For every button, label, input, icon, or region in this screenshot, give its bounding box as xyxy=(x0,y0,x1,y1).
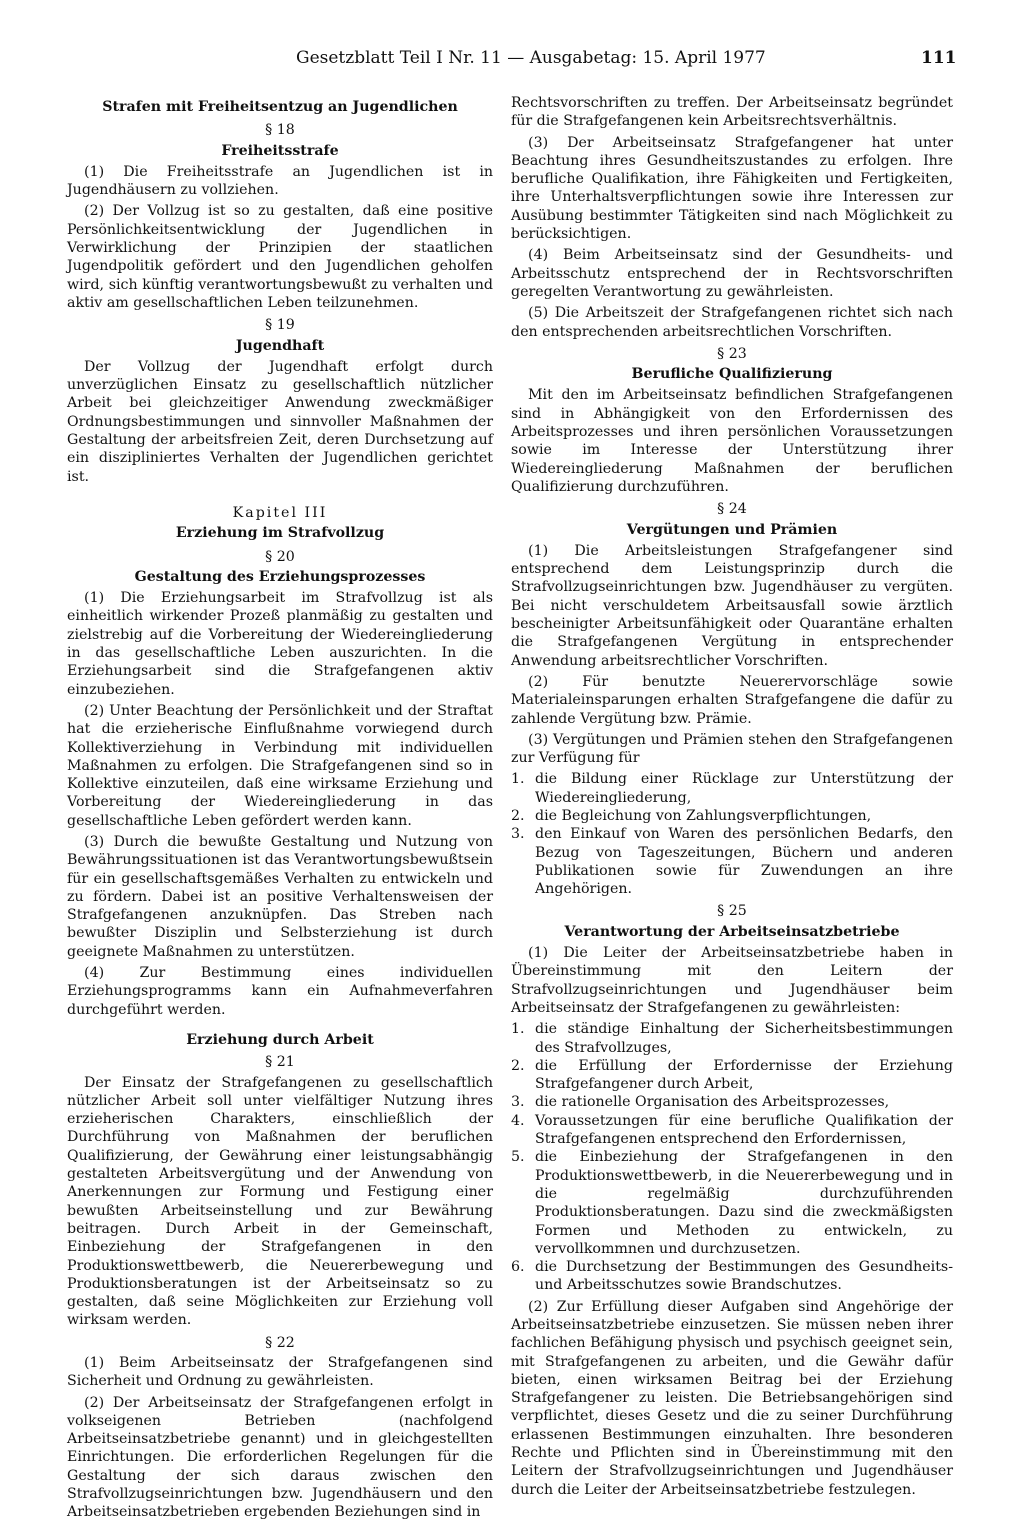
left-column xyxy=(67,94,493,1525)
page-number: 111 xyxy=(921,48,957,68)
paragraph-number-23: § 23 xyxy=(717,345,747,362)
paragraph-title-24: Vergütungen und Prämien xyxy=(626,521,838,538)
list-text: die ständige Einhaltung der Sicherheitsbestimmungen des Strafvollzuges, xyxy=(535,1021,953,1056)
paragraph-text: (3) Der Arbeitseinsatz Strafgefangener hat unter Beachtung ihres Gesundheitszustandes zu erfolgen. Ihre berufliche Qualifikation, ihre Fähigkeiten und Fertigkeiten, ihre Unterhaltsverpflichtungen sowie ihre Interessen zur Ausübung bestimmter Tätigkeiten sind nach Möglichkeit zu berücksichtigen. xyxy=(511,134,953,243)
paragraph-text: (3) Vergütungen und Prämien stehen den Strafgefangenen zur Verfügung für xyxy=(511,731,953,767)
paragraph-text: (2) Unter Beachtung der Persönlichkeit und der Straftat hat die erzieherische Einflußnahme vorwiegend durch Kollektiverziehung in Verbindung mit individuellen Maßnahmen zu erfolgen. Die Strafgefangenen sind so in Kollektive einzuteilen, daß eine wirksame Erziehung und Vorbereitung der Wiedereingliederung in das gesellschaftliche Leben gefördert werden kann. xyxy=(67,702,493,829)
list-text: die Durchsetzung der Bestimmungen des Gesundheits- und Arbeitsschutzes sowie Brandschutzes. xyxy=(535,1259,953,1294)
right-column xyxy=(511,94,953,1502)
paragraph-text: (1) Beim Arbeitseinsatz der Strafgefangenen sind Sicherheit und Ordnung zu gewährleisten. xyxy=(67,1355,493,1390)
list-item xyxy=(511,1057,953,1094)
paragraph-text: Der Einsatz der Strafgefangenen zu gesellschaftlich nützlicher Arbeit soll unter vielfältiger Nutzung ihres erzieherischen Charakters, einschließlich der Durchführung von Maßnahmen der beruflichen Qualifizierung, der Gewährung einer leistungsabhängig gestalteten Arbeitsvergütung und der Anwendung von Anerkennungen zur Formung und Festigung einer bewußten Arbeitseinstellung und zur Bewährung beitragen. Durch Arbeit in der Gemeinschaft, Einbeziehung der Strafgefangenen in den Produktionswettbewerb, die Neuererbewegung und Produktionsberatungen ist der Arbeitseinsatz so zu gestalten, daß seine Möglichkeiten zur Erziehung voll wirksam werden. xyxy=(67,1074,493,1329)
list-item xyxy=(511,1148,953,1258)
chapter-title: Erziehung im Strafvollzug xyxy=(175,525,385,542)
list-text: die Einbeziehung der Strafgefangenen in den Produktionswettbewerb, in die Neuererbewegung und in die regelmäßig durchzuführenden Produktionsberatungen. Dazu sind die zweckmäßigsten Formen und Methoden zu entwickeln, zu vervollkommnen und durchzusetzen. xyxy=(535,1149,953,1257)
list-text: die rationelle Organisation des Arbeitsprozesses, xyxy=(535,1094,890,1111)
list-number: 4. xyxy=(511,1112,525,1129)
list-text: die Begleichung von Zahlungsverpflichtungen, xyxy=(535,807,872,824)
section-title: Strafen mit Freiheitsentzug an Jugendlichen xyxy=(102,99,458,115)
list-item xyxy=(511,1112,953,1149)
list-text: Voraussetzungen für eine berufliche Qualifikation der Strafgefangenen entsprechend den Erfordernissen, xyxy=(535,1112,953,1148)
list-text: die Bildung einer Rücklage zur Unterstützung der Wiedereingliederung, xyxy=(535,771,953,806)
list-item xyxy=(511,825,953,898)
paragraph-title-25: Verantwortung der Arbeitseinsatzbetriebe xyxy=(564,923,900,940)
list-item xyxy=(511,1258,953,1295)
page-header xyxy=(0,48,1024,74)
paragraph-title-20: Gestaltung des Erziehungsprozesses xyxy=(134,568,426,585)
list-item xyxy=(511,807,953,825)
paragraph-text: (4) Zur Bestimmung eines individuellen Erziehungsprogramms kann ein Aufnahmeverfahren durchgeführt werden. xyxy=(67,965,493,1018)
list-text: den Einkauf von Waren des persönlichen Bedarfs, den Bezug von Tageszeitungen, Büchern und anderen Publikationen sowie für Zuwendungen an ihre Angehörigen. xyxy=(535,826,953,898)
paragraph-text: (2) Für benutzte Neuerervorschläge sowie Materialeinsparungen erhalten Strafgefangene die dafür zu zahlende Vergütung bzw. Prämie. xyxy=(511,673,953,727)
subsection-title: Erziehung durch Arbeit xyxy=(186,1031,374,1048)
paragraph-number-22: § 22 xyxy=(265,1334,295,1351)
paragraph-text: (1) Die Freiheitsstrafe an Jugendlichen ist in Jugendhäusern zu vollziehen. xyxy=(67,163,493,199)
paragraph-title-19: Jugendhaft xyxy=(235,337,325,354)
paragraph-number-24: § 24 xyxy=(717,501,747,518)
paragraph-text: (2) Der Vollzug ist so zu gestalten, daß eine positive Persönlichkeitsentwicklung der Jugendlichen in Verwirklichung der Prinzipien der staatlichen Jugendpolitik gefördert und den Jugendlichen geholfen wird, sich künftig verantwortungsbewußt zu verhalten und aktiv am gesellschaftlichen Leben teilzunehmen. xyxy=(67,203,493,311)
paragraph-number-18: § 18 xyxy=(265,122,295,139)
paragraph-title-23: Berufliche Qualifizierung xyxy=(631,366,833,383)
running-head: Gesetzblatt Teil I Nr. 11 — Ausgabetag: 15. April 1977 xyxy=(296,48,766,68)
list-number: 3. xyxy=(511,1094,525,1111)
chapter-heading: Kapitel III xyxy=(232,504,328,521)
list-number: 2. xyxy=(511,807,525,824)
paragraph-continuation: Rechtsvorschriften zu treffen. Der Arbeitseinsatz begründet für die Strafgefangenen kein Arbeitsrechtsverhältnis. xyxy=(511,95,953,130)
list-number: 2. xyxy=(511,1057,525,1074)
list-item xyxy=(511,1093,953,1111)
paragraph-text: (4) Beim Arbeitseinsatz sind der Gesundheits- und Arbeitsschutz entsprechend der in Rechtsvorschriften geregelten Verantwortung zu gewährleisten. xyxy=(511,247,953,300)
paragraph-text: (3) Durch die bewußte Gestaltung und Nutzung von Bewährungssituationen ist das Verantwortungsbewußtsein für ein gesellschaftsgemäßes Verhalten zu entwickeln und zu fördern. Dabei ist an positive Verhaltensweisen der Strafgefangenen anzuknüpfen. Das Streben nach bewußter Disziplin und Selbsterziehung ist durch geeignete Maßnahmen zu unterstützen. xyxy=(67,833,493,960)
list-number: 1. xyxy=(511,771,525,788)
numbered-list xyxy=(511,1020,953,1294)
list-number: 6. xyxy=(511,1259,525,1276)
list-number: 3. xyxy=(511,826,525,843)
paragraph-text: (2) Zur Erfüllung dieser Aufgaben sind Angehörige der Arbeitseinsatzbetriebe einzusetzen. Sie müssen neben ihrer fachlichen Befähigung physisch und psychisch geeignet sein, mit Strafgefangenen zu arbeiten, und die Gewähr dafür bieten, einen wirksamen Beitrag bei der Erziehung Strafgefangener zu leisten. Die Betriebsangehörigen sind verpflichtet, dieses Gesetz und die zu seiner Durchführung erlassenen Bestimmungen einzuhalten. Ihre besonderen Rechte und Pflichten sind in Übereinstimmung mit den Leitern der Strafvollzugseinrichtungen und Jugendhäuser durch die Leiter der Arbeitseinsatzbetriebe festzulegen. xyxy=(511,1298,953,1498)
paragraph-text: (5) Die Arbeitszeit der Strafgefangenen richtet sich nach den entsprechenden arbeitsrechtlichen Vorschriften. xyxy=(511,305,953,340)
paragraph-text: Mit den im Arbeitseinsatz befindlichen Strafgefangenen sind in Abhängigkeit von den Erfordernissen des Arbeitsprozesses und ihren persönlichen Voraussetzungen sowie im Interesse der Unterstützung ihrer Wiedereingliederung Maßnahmen der beruflichen Qualifizierung durchzuführen. xyxy=(511,387,953,495)
list-number: 5. xyxy=(511,1149,525,1166)
paragraph-number-20: § 20 xyxy=(265,548,295,565)
list-text: die Erfüllung der Erfordernisse der Erziehung Strafgefangener durch Arbeit, xyxy=(535,1057,953,1093)
paragraph-title-18: Freiheitsstrafe xyxy=(221,142,339,159)
numbered-list xyxy=(511,770,953,898)
list-item xyxy=(511,1020,953,1057)
paragraph-number-19: § 19 xyxy=(265,317,295,334)
paragraph-number-25: § 25 xyxy=(717,903,747,920)
paragraph-text: (1) Die Leiter der Arbeitseinsatzbetriebe haben in Übereinstimmung mit den Leitern der Strafvollzugseinrichtungen und Jugendhäuser beim Arbeitseinsatz der Strafgefangenen zu gewährleisten: xyxy=(511,945,953,1016)
paragraph-text: (1) Die Arbeitsleistungen Strafgefangener sind entsprechend dem Leistungsprinzip durch die Strafvollzugseinrichtungen bzw. Jugendhäuser zu vergüten. Bei nicht verschuldetem Arbeitsausfall sowie ärztlich bescheinigter Arbeitsunfähigkeit oder Quarantäne erhalten die Strafgefangenen Vergütung in entsprechender Anwendung arbeitsrechtlicher Vorschriften. xyxy=(511,542,953,669)
list-number: 1. xyxy=(511,1021,525,1038)
paragraph-number-21: § 21 xyxy=(265,1054,295,1071)
paragraph-text: Der Vollzug der Jugendhaft erfolgt durch unverzüglichen Einsatz zu gesellschaftlich nützlicher Arbeit bei gleichzeitiger Anwendung zweckmäßiger Ordnungsbestimmungen und sinnvoller Maßnahmen der Gestaltung der arbeitsfreien Zeit, deren Durchsetzung auf ein diszipliniertes Verhalten der Jugendlichen gerichtet ist. xyxy=(67,358,493,485)
paragraph-text: (1) Die Erziehungsarbeit im Strafvollzug ist als einheitlich wirkender Prozeß planmäßig zu gestalten und zielstrebig auf die Vorbereitung der Wiedereingliederung in das gesellschaftliche Leben auszurichten. In die Erziehungsarbeit sind die Strafgefangenen aktiv einzubeziehen. xyxy=(67,590,493,698)
list-item xyxy=(511,770,953,807)
paragraph-text: (2) Der Arbeitseinsatz der Strafgefangenen erfolgt in volkseigenen Betrieben (nachfolgend Arbeitseinsatzbetriebe genannt) und in gleichgestellten Einrichtungen. Die erforderlichen Regelungen für die Gestaltung der sich daraus zwischen den Strafvollzugseinrichtungen bzw. Jugendhäusern und den Arbeitseinsatzbetrieben ergebenden Beziehungen sind in xyxy=(67,1394,493,1521)
